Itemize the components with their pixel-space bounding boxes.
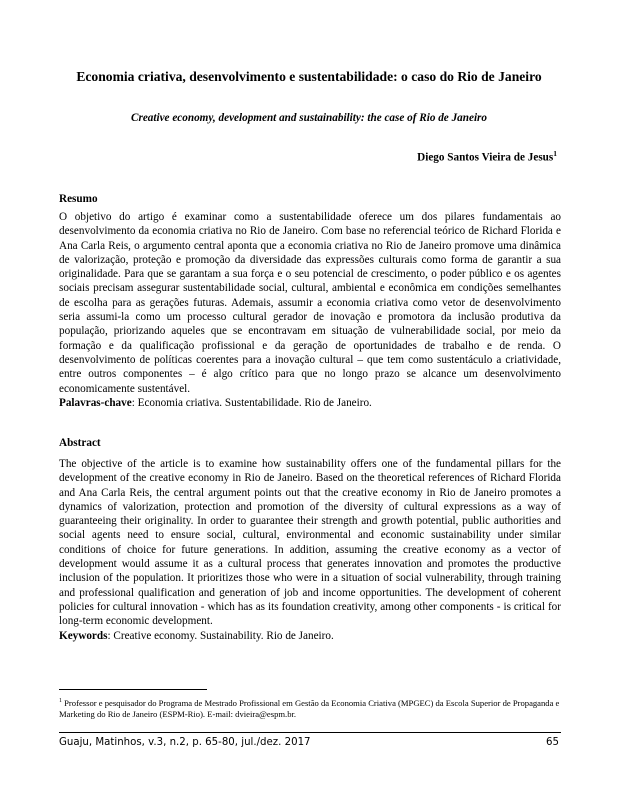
footnote-text: Professor e pesquisador do Programa de Mestrado Profissional em Gestão da Economia Criativa (MPGEC) da Escola Superior de Propaganda e Marketing do Rio de Janeiro (ESPM-Rio). E-mail: dvieira@espm.br. [59, 697, 560, 720]
footnote [59, 696, 561, 721]
author-name: Diego Santos Vieira de Jesus [417, 151, 554, 164]
author-footnote-mark[interactable]: 1 [553, 149, 557, 158]
footnote-divider [59, 689, 207, 690]
resumo-keywords [59, 396, 561, 410]
resumo-text: O objetivo do artigo é examinar como a sustentabilidade oferece um dos pilares fundamentais ao desenvolvimento da economia criativa no Rio de Janeiro. Com base no referencial teórico de Richard Florida e Ana Carla Reis, o argumento central aponta que a economia criativa no Rio de Janeiro promove uma dinâmica de valorização, proteção e promoção da diversidade das expressões culturais como forma de garantir a sua originalidade. Para que se garantam a sua força e o seu potencial de crescimento, o poder público e os agentes sociais precisam assegurar sustentabilidade social, cultural, ambiental e econômica em condições semelhantes de escolha para as gerações futuras. Ademais, assumir a economia criativa como vetor de desenvolvimento seria assumi-la como um processo cultural gerador de inovação e promotora da inclusão produtiva da população, priorizando aqueles que se encontravam em situação de vulnerabilidade social, por meio da formação e da qualificação profissional e da geração de oportunidades de trabalho e de renda. O desenvolvimento de políticas coerentes para a inovação cultural – que tem como sustentáculo a criatividade, entre outros componentes – é algo crítico para que no longo prazo se alcance um desenvolvimento economicamente sustentável. [59, 211, 561, 395]
resumo-section [59, 210, 561, 410]
resumo-heading: Resumo [59, 193, 98, 205]
abstract-keywords-label: Keywords [59, 629, 108, 642]
resumo-keywords-value: : Economia criativa. Sustentabilidade. Rio de Janeiro. [131, 396, 372, 409]
page-number: 65 [546, 737, 559, 748]
paper-title: Economia criativa, desenvolvimento e sustentabilidade: o caso do Rio de Janeiro [76, 69, 542, 84]
abstract-keywords-value: : Creative economy. Sustainability. Rio de Janeiro. [107, 629, 334, 642]
resumo-keywords-label: Palavras-chave [59, 396, 132, 409]
abstract-section [59, 457, 561, 643]
abstract-heading: Abstract [59, 437, 101, 449]
abstract-text: The objective of the article is to examine how sustainability offers one of the fundamental pillars for the development of the creative economy in Rio de Janeiro. Based on the theoretical references of Richard Florida and Ana Carla Reis, the central argument points out that the creative economy in Rio de Janeiro promotes a dynamics of valorization, protection and promotion of the diversity of cultural expressions as a way of guaranteeing their originality. In order to guarantee their strength and growth potential, public authorities and social agents need to ensure social, cultural, environmental and economic sustainability under similar conditions of choice for future generations. In addition, assuming the creative economy as a vector of development would assume it as a cultural process that generates innovation and promotes the productive inclusion of the population. It prioritizes those who were in a situation of social vulnerability, through training and professional qualification and generation of job and income opportunities. The development of coherent policies for cultural innovation - which has as its foundation creativity, among other components - is critical for long-term economic development. [59, 458, 561, 628]
footnote-mark: 1 [59, 698, 62, 704]
footer-citation: Guaju, Matinhos, v.3, n.2, p. 65-80, jul./dez. 2017 [59, 737, 311, 748]
abstract-keywords [59, 629, 561, 643]
paper-subtitle: Creative economy, development and sustainability: the case of Rio de Janeiro [131, 112, 487, 124]
author-line [417, 149, 557, 164]
footer-divider [59, 732, 561, 733]
